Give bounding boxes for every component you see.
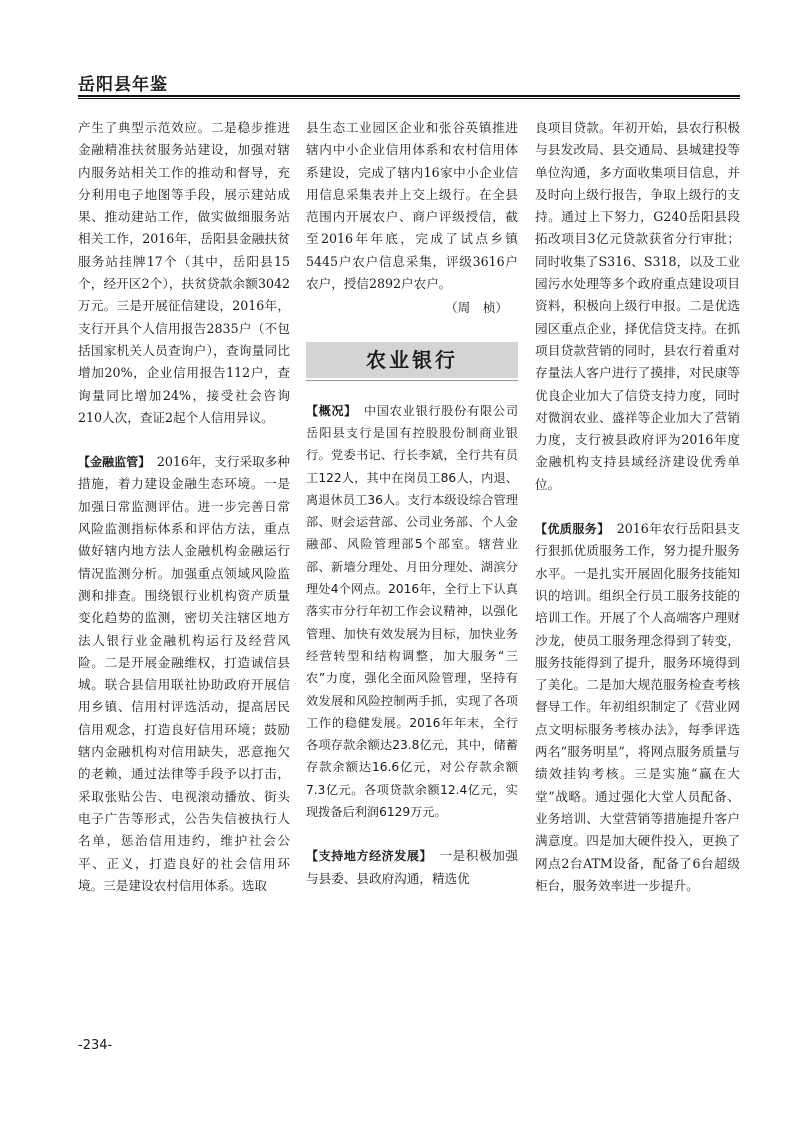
overview-text: 中国农业银行股份有限公司岳阳县支行是国有控股股份制商业银行。党委书记、行长李斌，全行共有员工122人，其中在岗员工86人，内退、离退休员工36人。支行本级设综合管理部、财会运营部、公司业务部、个人金融部、风险管理部5个部室。辖营业部、新墙分理处、月田分理处、湖滨分理处4个网点。2016年，全行上下认真落实市分行年初工作会议精神，以强化管理、加快有效发展为目标，加快业务经营转型和结构调整，加大服务“三农”力度，强化全面风险管理，坚持有效发展和风险控制两手抓，实现了各项工作的稳健发展。2016年年末，全行各项存款余额达23.8亿元，其中，储蓄存款余额达16.6亿元，对公存款余额7.3亿元。各项贷款余额12.4亿元，实现拨备后利润6129万元。 [306,403,519,820]
section-label-local-economy: 【支持地方经济发展】 [306,849,427,864]
paragraph-credit-continued: 产生了典型示范效应。二是稳步推进金融精准扶贫服务站建设，加强对辖内服务站相关工作的推动和督导，充分利用电子地图等手段，展示建站成果、推动建站工作，做实做细服务站相关工作，2016年，岳阳县金融扶贫服务站挂牌17个（其中，岳阳县15个，经开区2个），扶贫贷款余额3042万元。三是开展征信建设，2016年，支行开具个人信用报告2835户（不包括国家机关人员查询户），查询量同比增加20%，企业信用报告112户，查询量同比增加24%，接受社会咨询210人次，查证2起个人信用异议。 [78,120,290,425]
quality-service-text: 2016年农行岳阳县支行狠抓优质服务工作，努力提升服务水平。一是扎实开展固化服务技能知识的培训。组织全行员工服务技能的培训工作。开展了个人高端客户理财沙龙，使员工服务理念得到了转变，服务技能得到了提升，服务环境得到了美化。二是加大规范服务检查考核督导工作。年初组织制定了《营业网点文明标服务考核办法》，每季评选两名“服务明星”，将网点服务质量与绩效挂钩考核。三是实施“赢在大堂”战略。通过强化大堂人员配备、业务培训、大堂营销等措施提升客户满意度。四是加大硬件投入，更换了网点2台ATM设备，配备了6台超级柜台，服务效率进一步提升。 [535,521,740,893]
local-economy-text: 一是积极加强与县委、县政府沟通，精选优 [306,848,519,886]
running-header: 岳阳县年鉴 [78,75,168,95]
author-signature: （周 桢） [445,300,508,316]
header-rule-thin [78,98,740,99]
page-number: -234- [78,1038,113,1053]
paragraph-overview [306,400,518,824]
section-label-financial-supervision: 【金融监管】 [78,455,145,470]
column-3 [535,117,740,897]
paragraph-quality-service [535,518,740,897]
paragraph-credit-system-continued: 县生态工业园区企业和张谷英镇推进辖内中小企业信用体系和农村信用体系建设，完成了辖内16家中小企业信用信息采集表并上交上级行。在全县范围内开展农户、商户评级授信，截至2016年年底，完成了试点乡镇5445户农户信息采集，评级3616户农户，授信2892户农户。 [306,120,518,292]
paragraph-local-economy [306,845,518,890]
section-label-quality-service: 【优质服务】 [535,522,604,537]
column-1 [78,117,290,897]
financial-supervision-text: 2016年，支行采取多种措施，着力建设金融生态环境。一是加强日常监测评估。进一步完善日常风险监测指标体系和评估方法，重点做好辖内地方法人金融机构金融运行情况监测分析。加强重点领域风险监测和排查。围绕银行业机构资产质量变化趋势的监测，密切关注辖区地方法人银行业金融机构运行及经营风险。二是开展金融维权，打造诚信县城。联合县信用联社协助政府开展信用乡镇、信用村评选活动，提高居民信用观念，打造良好信用环境；鼓励辖内金融机构对信用缺失，恶意拖欠的老赖，通过法律等手段予以打击，采取张贴公告、电视滚动播放、街头电子广告等形式，公告失信被执行人名单，惩治信用违约，维护社会公平、正义，打造良好的社会信用环境。三是建设农村信用体系。选取 [78,454,290,893]
paragraph-local-economy-continued: 良项目贷款。年初开始，县农行积极与县发改局、县交通局、县城建投等单位沟通，多方面收集项目信息，并及时向上级行报告，争取上级行的支持。通过上下努力，G240岳阳县段拓改项目3亿元贷款获省分行审批；同时收集了S316、S318，以及工业园污水处理等多个政府重点建设项目资料，积极向上级行申报。二是优选园区重点企业，择优信贷支持。在抓项目贷款营销的同时，县农行着重对存量法人客户进行了摸排，对民康等优良企业加大了信贷支持力度，同时对微润农业、盛祥等企业加大了营销力度，支行被县政府评为2016年度金融机构支持县域经济建设优秀单位。 [535,120,740,492]
section-title-agricultural-bank: 农业银行 [306,342,518,378]
paragraph-financial-supervision [78,451,290,897]
header-rule [78,95,740,97]
section-label-overview: 【概况】 [306,403,351,418]
column-2 [306,117,518,890]
